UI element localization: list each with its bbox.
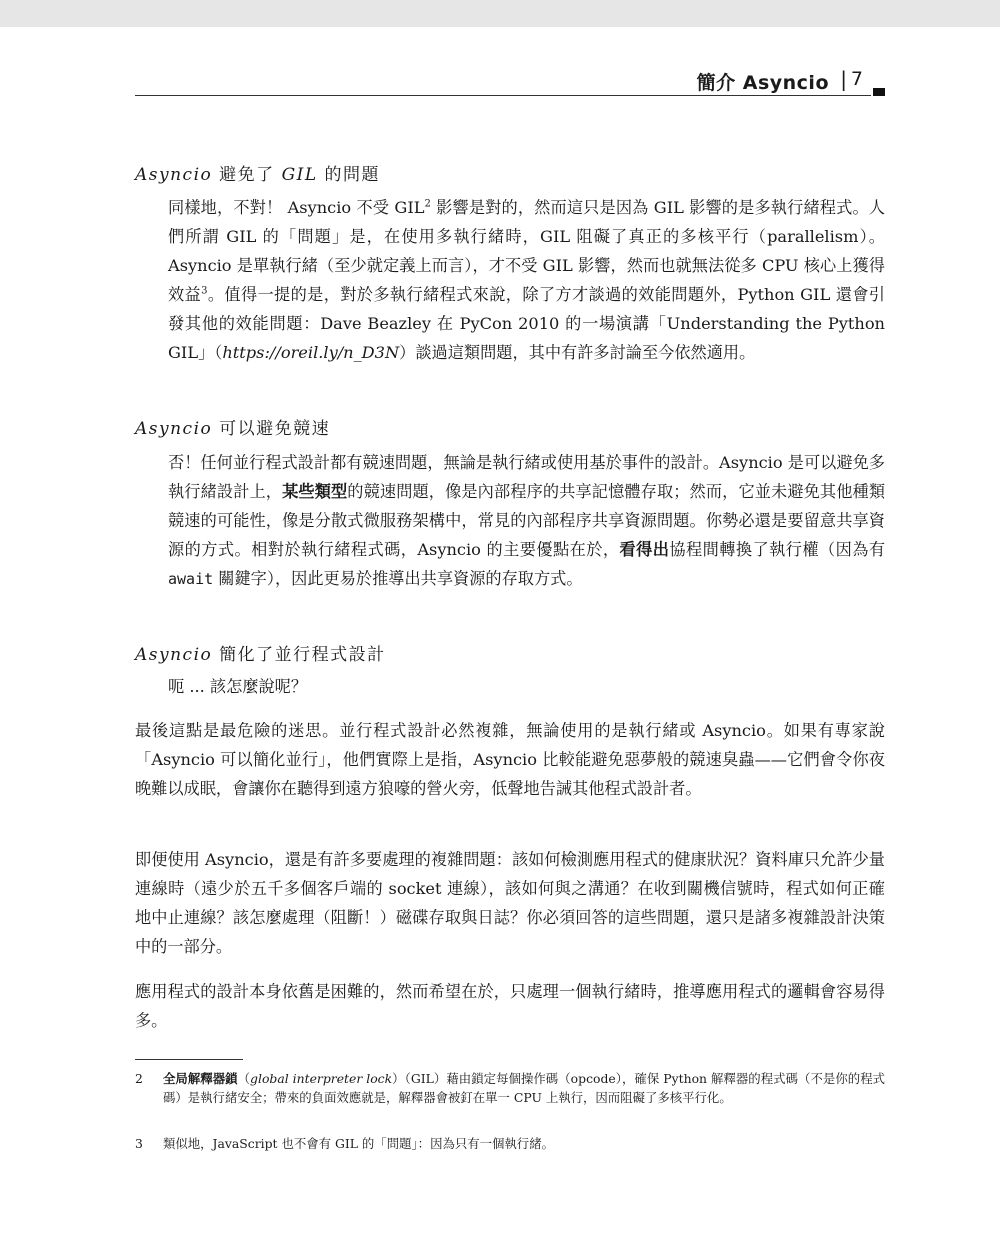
section-paragraph-race: 否！任何並行程式設計都有競速問題，無論是執行緒或使用基於事件的設計。Asyncio 是可以避免多執行緒設計上，某些類型的競速問題，像是內部程序的共享記憶體存取；然而，它並未避免其他種類競速的可能性，像是分散式微服務架構中，常見的內部程序共享資源問題。你勢必還是要留意共享資源的方式。相對於執行緒程式碼，Asyncio 的主要優點在於，看得出協程間轉換了執行權（因為有 await 關鍵字），因此更易於推導出共享資源的存取方式。 (168, 453, 886, 588)
footnote-number: 3 (135, 1136, 143, 1151)
header-separator: | (840, 67, 847, 91)
section-heading-simplify: Asyncio 簡化了並行程式設計 (135, 645, 386, 665)
header-marker-block (873, 88, 885, 96)
footnote-term-en: global interpreter lock (250, 1071, 393, 1086)
section-heading-race: Asyncio 可以避免競速 (135, 419, 331, 439)
footnote-ref-3[interactable]: 3 (201, 285, 208, 297)
footnote-rule (135, 1059, 243, 1060)
chapter-title: 簡介 Asyncio (696, 72, 829, 94)
footnote-term: 全局解釋器鎖 (163, 1071, 238, 1086)
section-paragraph-gil: 同樣地，不對！ Asyncio 不受 GIL$^2$ 影響是對的，然而這只是因為 GIL 影響的是多執行緒程式。人們所謂 GIL 的「問題」是，在使用多執行緒時，GIL 阻礙了真正的多核平行（parallelism）。Asyncio 是單執行緒（至少就定義上而言），才不受 GIL 影響，然而也就無法從多 CPU 核心上獲得效益$^3$。值得一提的是，對於多執行緒程式來說，除了方才談過的效能問題外，Python GIL 還會引發其他的效能問題：Dave Beazley 在 PyCon 2010 的一場演講「Understanding the Python GIL」（https://oreil.ly/n_D3N）談過這類問題，其中有許多討論至今依然適用。 (168, 198, 885, 362)
await-keyword: await (168, 570, 214, 588)
section-paragraph-simplify: 呃 ... 該怎麼說呢？ (168, 677, 308, 696)
body-paragraph-3: 應用程式的設計本身依舊是困難的，然而希望在於，只處理一個執行緒時，推導應用程式的邏輯會容易得多。 (135, 982, 885, 1030)
footnote-number: 2 (135, 1071, 143, 1086)
talk-link[interactable]: https://oreil.ly/n_D3N (222, 343, 400, 362)
running-header (135, 64, 885, 94)
emphasis-some-types: 某些類型 (282, 482, 348, 501)
emphasis-visible: 看得出 (619, 540, 670, 559)
body-paragraph-2: 即便使用 Asyncio，還是有許多要處理的複雜問題：該如何檢測應用程式的健康狀況？資料庫只允許少量連線時（遠少於五千多個客戶端的 socket 連線），該如何與之溝通？在收到關機信號時，程式如何正確地中止連線？該怎麼處理（阻斷！）磁碟存取與日誌？你必須回答的這些問題，還只是諸多複雜設計決策中的一部分。 (135, 850, 885, 956)
section-heading-gil: Asyncio 避免了 GIL 的問題 (135, 165, 381, 185)
page-number: 7 (850, 68, 863, 90)
header-rule (135, 95, 871, 96)
body-paragraph-1: 最後這點是最危險的迷思。並行程式設計必然複雜，無論使用的是執行緒或 Asyncio。如果有專家說「Asyncio 可以簡化並行」，他們實際上是指，Asyncio 比較能避免惡夢般的競速臭蟲——它們會令你夜晚難以成眠，會讓你在聽得到遠方狼嚎的營火旁，低聲地告誡其他程式設計者。 (135, 721, 885, 798)
footnote-ref-2[interactable]: 2 (424, 198, 431, 210)
top-gray-bar (0, 0, 1000, 27)
